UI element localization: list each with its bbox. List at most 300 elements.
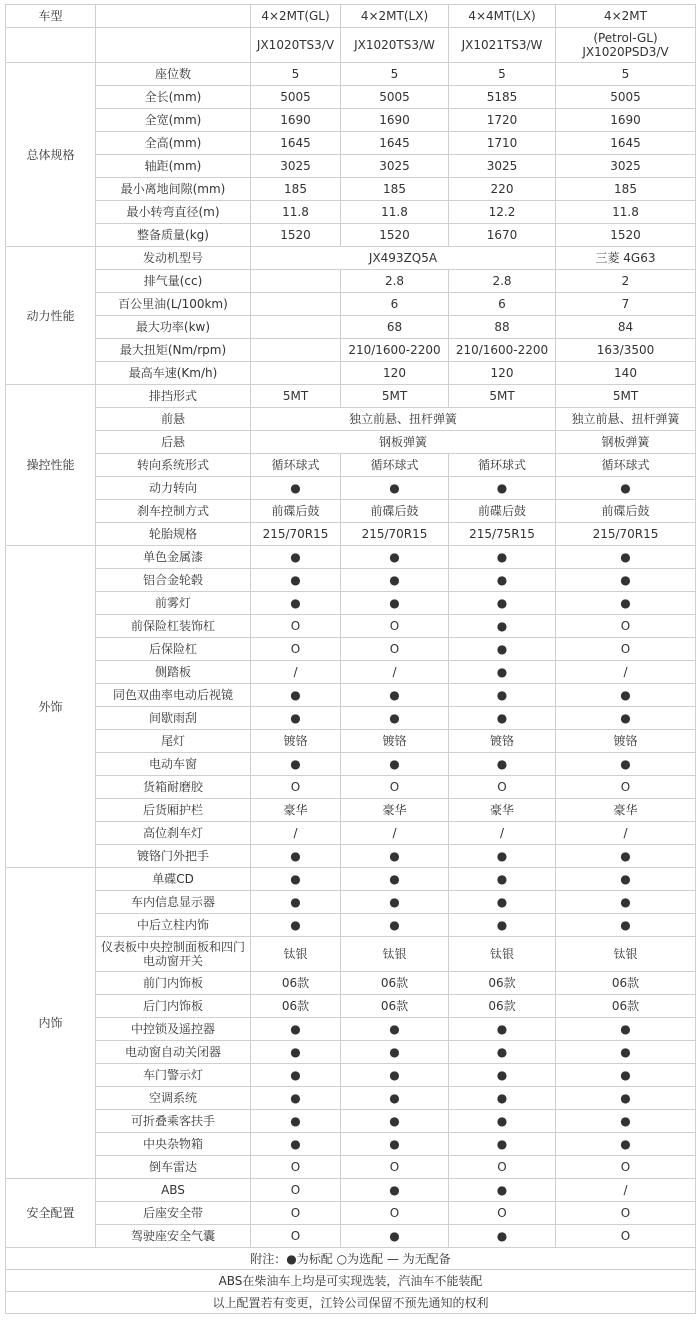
spec-value: 215/70R15 <box>556 523 696 546</box>
spec-value: 1520 <box>251 224 341 247</box>
spec-value: ● <box>556 684 696 707</box>
spec-label: 后门内饰板 <box>96 995 251 1018</box>
spec-value: 钢板弹簧 <box>251 431 556 454</box>
spec-label: 车门警示灯 <box>96 1064 251 1087</box>
spec-value: ● <box>556 569 696 592</box>
spec-value: 3025 <box>449 155 556 178</box>
spec-value: 3025 <box>251 155 341 178</box>
table-row <box>6 270 696 293</box>
spec-value: O <box>251 615 341 638</box>
spec-label: 发动机型号 <box>96 247 251 270</box>
spec-label: 轮胎规格 <box>96 523 251 546</box>
spec-label: 电动车窗 <box>96 753 251 776</box>
spec-value: O <box>556 638 696 661</box>
table-row <box>6 615 696 638</box>
table-row <box>6 63 696 86</box>
spec-value: ● <box>556 477 696 500</box>
spec-label: 侧踏板 <box>96 661 251 684</box>
spec-label: 中后立柱内饰 <box>96 914 251 937</box>
spec-value: 06款 <box>449 972 556 995</box>
spec-value: ● <box>341 1179 449 1202</box>
spec-label: 可折叠乘客扶手 <box>96 1110 251 1133</box>
table-row <box>6 776 696 799</box>
table-row <box>6 339 696 362</box>
spec-value: ● <box>556 753 696 776</box>
spec-label-line: 仪表板中央控制面板和四门 <box>100 940 245 954</box>
spec-label: 最大扭矩(Nm/rpm) <box>96 339 251 362</box>
spec-label: 高位刹车灯 <box>96 822 251 845</box>
table-row <box>6 86 696 109</box>
spec-value: O <box>449 1156 556 1179</box>
table-row <box>6 500 696 523</box>
empty-cell <box>251 316 341 339</box>
table-row <box>6 592 696 615</box>
spec-label: 电动窗自动关闭器 <box>96 1041 251 1064</box>
spec-value: 前碟后鼓 <box>556 500 696 523</box>
spec-value: 1670 <box>449 224 556 247</box>
spec-value: ● <box>449 1087 556 1110</box>
spec-value: ● <box>341 707 449 730</box>
spec-value: ● <box>556 1041 696 1064</box>
spec-label: 刹车控制方式 <box>96 500 251 523</box>
spec-label: 间歇雨刮 <box>96 707 251 730</box>
table-row <box>6 1110 696 1133</box>
spec-value: / <box>251 661 341 684</box>
spec-value: 钛银 <box>556 937 696 972</box>
model-header-label: 车型 <box>6 5 96 28</box>
table-row <box>6 995 696 1018</box>
spec-label: 全高(mm) <box>96 132 251 155</box>
spec-value: 5 <box>341 63 449 86</box>
spec-value: ● <box>341 1225 449 1248</box>
spec-value: 120 <box>449 362 556 385</box>
spec-value: ● <box>449 638 556 661</box>
spec-value: 06款 <box>556 972 696 995</box>
table-row <box>6 868 696 891</box>
table-row <box>6 684 696 707</box>
table-row <box>6 1225 696 1248</box>
spec-label: 最大功率(kw) <box>96 316 251 339</box>
empty-cell <box>6 28 96 63</box>
spec-value: ● <box>556 891 696 914</box>
table-row <box>6 523 696 546</box>
spec-value: ● <box>341 569 449 592</box>
table-row <box>6 914 696 937</box>
table-row <box>6 937 696 972</box>
section-label: 安全配置 <box>6 1179 96 1248</box>
spec-value: ● <box>556 914 696 937</box>
model-code: JX1020TS3/V <box>251 28 341 63</box>
spec-value: ● <box>556 546 696 569</box>
spec-value: ● <box>449 753 556 776</box>
spec-value: ● <box>341 914 449 937</box>
table-row <box>6 477 696 500</box>
spec-value: 循环球式 <box>251 454 341 477</box>
spec-value: 5185 <box>449 86 556 109</box>
table-row <box>6 132 696 155</box>
spec-value: ● <box>341 753 449 776</box>
section-label: 内饰 <box>6 868 96 1179</box>
spec-value: 三菱 4G63 <box>556 247 696 270</box>
spec-value: 5MT <box>449 385 556 408</box>
table-row <box>6 845 696 868</box>
spec-value: ● <box>556 1133 696 1156</box>
spec-value: ● <box>449 1041 556 1064</box>
spec-label: 驾驶座安全气囊 <box>96 1225 251 1248</box>
spec-label: 尾灯 <box>96 730 251 753</box>
spec-value: 1645 <box>556 132 696 155</box>
spec-value: ● <box>556 868 696 891</box>
spec-value: 120 <box>341 362 449 385</box>
spec-value: 循环球式 <box>341 454 449 477</box>
vehicle-type: 4×4MT(LX) <box>449 5 556 28</box>
spec-label: ABS <box>96 1179 251 1202</box>
spec-label: 全宽(mm) <box>96 109 251 132</box>
table-row <box>6 1133 696 1156</box>
model-code-line: (Petrol-GL) <box>593 31 658 45</box>
spec-label: 后座安全带 <box>96 1202 251 1225</box>
spec-value: O <box>251 776 341 799</box>
empty-cell <box>251 339 341 362</box>
spec-value: 5005 <box>341 86 449 109</box>
spec-value: O <box>341 638 449 661</box>
spec-value: O <box>449 1202 556 1225</box>
spec-label: 前雾灯 <box>96 592 251 615</box>
spec-value: O <box>341 615 449 638</box>
spec-value: 豪华 <box>449 799 556 822</box>
table-row <box>6 155 696 178</box>
spec-value: 215/70R15 <box>341 523 449 546</box>
spec-value: ● <box>449 661 556 684</box>
spec-value: ● <box>449 1018 556 1041</box>
table-row <box>6 316 696 339</box>
spec-value: O <box>449 776 556 799</box>
spec-label: 整备质量(kg) <box>96 224 251 247</box>
spec-value: 钢板弹簧 <box>556 431 696 454</box>
spec-value: O <box>341 1202 449 1225</box>
table-row <box>6 247 696 270</box>
table-row <box>6 1041 696 1064</box>
table-row <box>6 5 696 28</box>
model-code <box>556 28 696 63</box>
spec-value: ● <box>556 1087 696 1110</box>
spec-value: O <box>341 776 449 799</box>
spec-value: ● <box>449 546 556 569</box>
spec-value: JX493ZQ5A <box>251 247 556 270</box>
spec-value: 钛银 <box>449 937 556 972</box>
table-row <box>6 707 696 730</box>
spec-value: ● <box>341 1018 449 1041</box>
spec-label: 座位数 <box>96 63 251 86</box>
table-row <box>6 178 696 201</box>
spec-value: / <box>556 1179 696 1202</box>
spec-value: 镀铬 <box>341 730 449 753</box>
spec-value: ● <box>251 1041 341 1064</box>
spec-value: 前碟后鼓 <box>251 500 341 523</box>
spec-value: O <box>341 1156 449 1179</box>
spec-value: 215/70R15 <box>251 523 341 546</box>
spec-value: O <box>556 615 696 638</box>
spec-value: 1645 <box>341 132 449 155</box>
spec-value: O <box>251 1179 341 1202</box>
spec-value: ● <box>341 592 449 615</box>
spec-value: ● <box>251 1087 341 1110</box>
spec-label: 最小离地间隙(mm) <box>96 178 251 201</box>
spec-value: ● <box>251 684 341 707</box>
spec-value: / <box>449 822 556 845</box>
spec-value: O <box>251 1202 341 1225</box>
spec-value: 185 <box>341 178 449 201</box>
spec-value: 06款 <box>251 995 341 1018</box>
spec-value: 6 <box>449 293 556 316</box>
spec-value: 215/75R15 <box>449 523 556 546</box>
vehicle-type: 4×2MT <box>556 5 696 28</box>
spec-value: 163/3500 <box>556 339 696 362</box>
spec-value: 6 <box>341 293 449 316</box>
table-row <box>6 109 696 132</box>
spec-value: 06款 <box>251 972 341 995</box>
spec-value: ● <box>251 707 341 730</box>
spec-value: 前碟后鼓 <box>341 500 449 523</box>
spec-value: ● <box>449 569 556 592</box>
table-row <box>6 661 696 684</box>
table-row <box>6 546 696 569</box>
model-code: JX1020TS3/W <box>341 28 449 63</box>
spec-value: O <box>251 638 341 661</box>
spec-value: / <box>251 822 341 845</box>
spec-value: ● <box>556 1110 696 1133</box>
spec-value: 1710 <box>449 132 556 155</box>
table-row <box>6 1202 696 1225</box>
spec-label: 最小转弯直径(m) <box>96 201 251 224</box>
spec-value: ● <box>341 1064 449 1087</box>
spec-value: ● <box>251 1018 341 1041</box>
spec-value: O <box>556 776 696 799</box>
table-row <box>6 408 696 431</box>
spec-label: 排挡形式 <box>96 385 251 408</box>
spec-value: 68 <box>341 316 449 339</box>
spec-value: 钛银 <box>251 937 341 972</box>
table-row <box>6 1087 696 1110</box>
spec-label: 后保险杠 <box>96 638 251 661</box>
spec-value: ● <box>251 753 341 776</box>
spec-value: 84 <box>556 316 696 339</box>
spec-value: O <box>556 1202 696 1225</box>
spec-value: 2.8 <box>449 270 556 293</box>
table-row <box>6 1018 696 1041</box>
spec-label: 空调系统 <box>96 1087 251 1110</box>
spec-value: ● <box>251 845 341 868</box>
spec-value: ● <box>251 1110 341 1133</box>
spec-value: 06款 <box>556 995 696 1018</box>
spec-label: 转向系统形式 <box>96 454 251 477</box>
empty-cell <box>251 362 341 385</box>
spec-value: ● <box>449 707 556 730</box>
table-row <box>6 224 696 247</box>
spec-value: ● <box>449 615 556 638</box>
table-row <box>6 293 696 316</box>
spec-value: ● <box>341 868 449 891</box>
spec-value: ● <box>556 1064 696 1087</box>
spec-value: 镀铬 <box>251 730 341 753</box>
spec-value: 5 <box>556 63 696 86</box>
table-row <box>6 201 696 224</box>
spec-value: 3025 <box>556 155 696 178</box>
spec-value: 12.2 <box>449 201 556 224</box>
table-row <box>6 1064 696 1087</box>
spec-value: 循环球式 <box>556 454 696 477</box>
spec-value: ● <box>251 592 341 615</box>
spec-value: 前碟后鼓 <box>449 500 556 523</box>
spec-value: 1645 <box>251 132 341 155</box>
spec-label: 前门内饰板 <box>96 972 251 995</box>
spec-value: ● <box>251 891 341 914</box>
spec-value: 镀铬 <box>449 730 556 753</box>
spec-value: ● <box>251 1133 341 1156</box>
section-label: 外饰 <box>6 546 96 868</box>
note-legend: 附注：●为标配 ○为选配 — 为无配备 <box>6 1248 696 1270</box>
spec-value: 钛银 <box>341 937 449 972</box>
spec-value: 11.8 <box>556 201 696 224</box>
section-label: 动力性能 <box>6 247 96 385</box>
section-label: 总体规格 <box>6 63 96 247</box>
spec-value: / <box>341 661 449 684</box>
spec-value: 豪华 <box>251 799 341 822</box>
spec-label: 全长(mm) <box>96 86 251 109</box>
spec-label: 货箱耐磨胶 <box>96 776 251 799</box>
spec-value: 185 <box>556 178 696 201</box>
table-row <box>6 28 696 63</box>
empty-cell <box>96 28 251 63</box>
spec-value: 06款 <box>341 972 449 995</box>
spec-value: ● <box>341 1087 449 1110</box>
spec-value: ● <box>251 1064 341 1087</box>
spec-value: 独立前悬、扭杆弹簧 <box>556 408 696 431</box>
spec-value: ● <box>556 707 696 730</box>
spec-value: ● <box>251 569 341 592</box>
spec-value: ● <box>341 845 449 868</box>
spec-value: ● <box>449 1110 556 1133</box>
spec-label: 最高车速(Km/h) <box>96 362 251 385</box>
spec-value: 210/1600-2200 <box>449 339 556 362</box>
vehicle-type: 4×2MT(LX) <box>341 5 449 28</box>
spec-value: ● <box>556 845 696 868</box>
table-row <box>6 822 696 845</box>
model-code: JX1021TS3/W <box>449 28 556 63</box>
spec-value: ● <box>251 914 341 937</box>
spec-value: ● <box>449 477 556 500</box>
model-code-line: JX1020PSD3/V <box>582 45 669 59</box>
table-row <box>6 385 696 408</box>
spec-value: ● <box>449 891 556 914</box>
spec-value: ● <box>341 891 449 914</box>
spec-value: 7 <box>556 293 696 316</box>
table-row <box>6 638 696 661</box>
spec-value: ● <box>341 1133 449 1156</box>
table-row <box>6 569 696 592</box>
spec-value: O <box>251 1225 341 1248</box>
table-row <box>6 431 696 454</box>
spec-value: O <box>556 1225 696 1248</box>
table-row <box>6 891 696 914</box>
spec-value: 2.8 <box>341 270 449 293</box>
spec-label: 轴距(mm) <box>96 155 251 178</box>
spec-label: 同色双曲率电动后视镜 <box>96 684 251 707</box>
spec-table <box>5 4 696 1314</box>
spec-value: 220 <box>449 178 556 201</box>
spec-value: 2 <box>556 270 696 293</box>
spec-value: 豪华 <box>556 799 696 822</box>
spec-value: 06款 <box>449 995 556 1018</box>
vehicle-type: 4×2MT(GL) <box>251 5 341 28</box>
table-row <box>6 1292 696 1314</box>
spec-value: / <box>556 661 696 684</box>
spec-value: ● <box>449 684 556 707</box>
spec-value: / <box>341 822 449 845</box>
spec-label: 动力转向 <box>96 477 251 500</box>
spec-value: 1720 <box>449 109 556 132</box>
table-row <box>6 1248 696 1270</box>
spec-value: 11.8 <box>251 201 341 224</box>
spec-value: 1520 <box>556 224 696 247</box>
spec-label-line: 电动窗开关 <box>142 954 203 968</box>
empty-cell <box>96 5 251 28</box>
spec-value: 5MT <box>251 385 341 408</box>
spec-value: 1690 <box>556 109 696 132</box>
spec-value: ● <box>251 868 341 891</box>
spec-label: 前保险杠装饰杠 <box>96 615 251 638</box>
spec-value: ● <box>556 1018 696 1041</box>
spec-value: ● <box>449 592 556 615</box>
spec-value: ● <box>449 914 556 937</box>
table-row <box>6 1179 696 1202</box>
spec-label <box>96 937 251 972</box>
table-row <box>6 799 696 822</box>
spec-label: 单碟CD <box>96 868 251 891</box>
spec-value: 140 <box>556 362 696 385</box>
spec-value: ● <box>449 845 556 868</box>
spec-value: 210/1600-2200 <box>341 339 449 362</box>
spec-value: 5005 <box>556 86 696 109</box>
spec-value: 豪华 <box>341 799 449 822</box>
spec-label: 倒车雷达 <box>96 1156 251 1179</box>
spec-value: 06款 <box>341 995 449 1018</box>
note-abs-note: ABS在柴油车上均是可实现选装，汽油车不能装配 <box>6 1270 696 1292</box>
spec-label: 前悬 <box>96 408 251 431</box>
spec-label: 单色金属漆 <box>96 546 251 569</box>
spec-value: 独立前悬、扭杆弹簧 <box>251 408 556 431</box>
spec-label: 中控锁及遥控器 <box>96 1018 251 1041</box>
spec-value: ● <box>341 1110 449 1133</box>
section-label: 操控性能 <box>6 385 96 546</box>
spec-value: ● <box>449 1179 556 1202</box>
empty-cell <box>251 270 341 293</box>
table-row <box>6 1270 696 1292</box>
spec-value: 11.8 <box>341 201 449 224</box>
spec-value: / <box>556 822 696 845</box>
spec-value: 镀铬 <box>556 730 696 753</box>
spec-label: 中央杂物箱 <box>96 1133 251 1156</box>
note-disclaimer: 以上配置若有变更，江铃公司保留不预先通知的权利 <box>6 1292 696 1314</box>
spec-value: 5 <box>449 63 556 86</box>
spec-value: 1690 <box>251 109 341 132</box>
spec-value: 5005 <box>251 86 341 109</box>
spec-label: 排气量(cc) <box>96 270 251 293</box>
spec-label: 后货厢护栏 <box>96 799 251 822</box>
spec-label: 百公里油(L/100km) <box>96 293 251 316</box>
spec-value: 5MT <box>556 385 696 408</box>
spec-label: 后悬 <box>96 431 251 454</box>
